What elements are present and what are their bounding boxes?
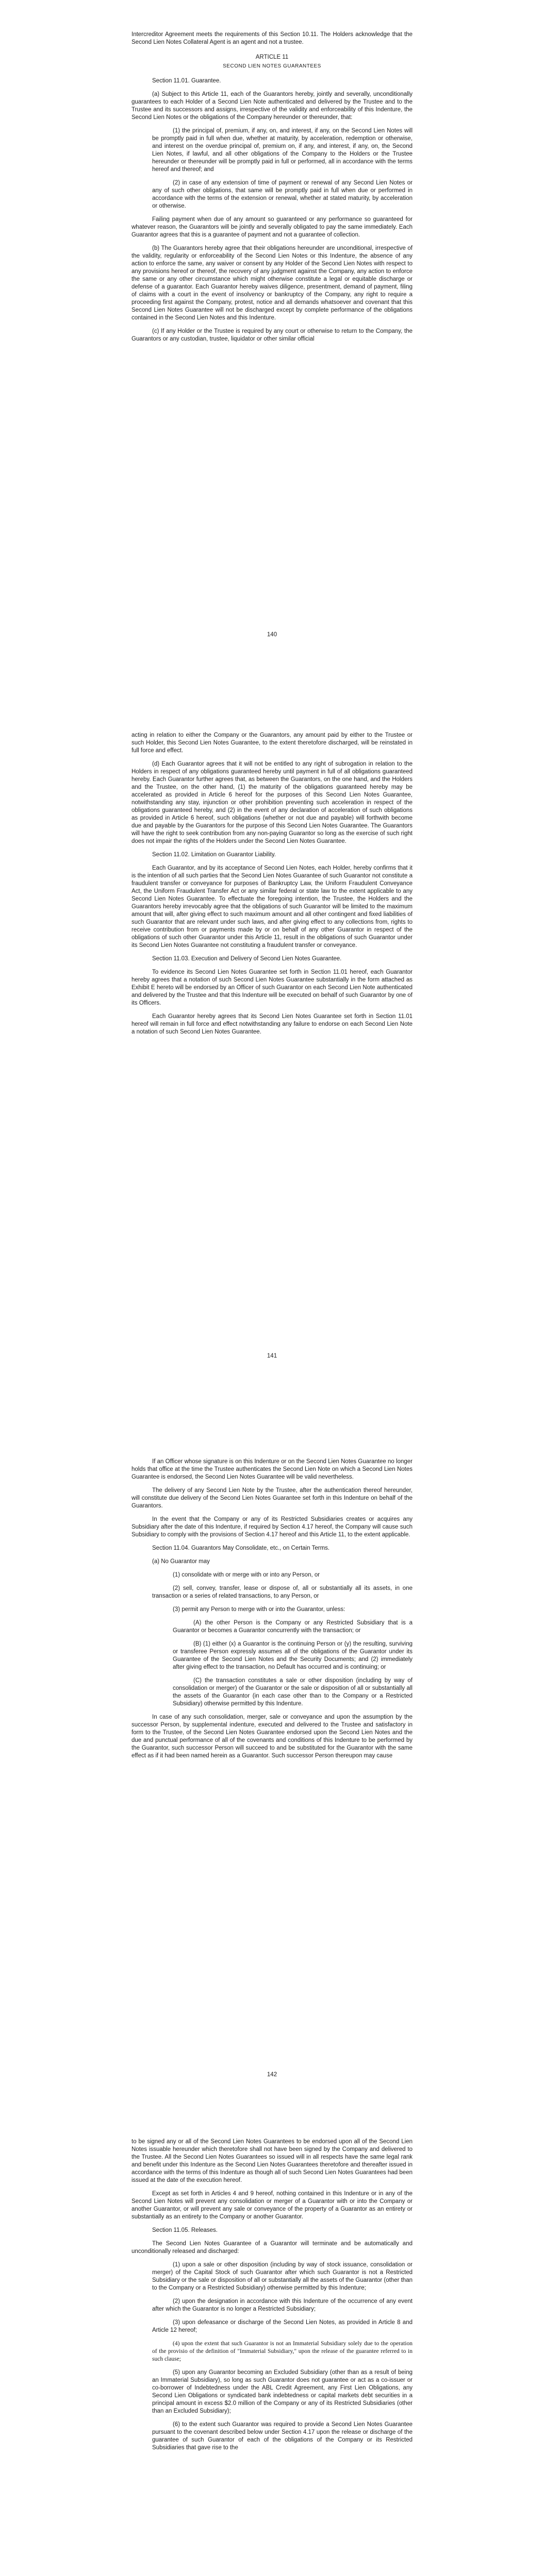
section-heading: Section 11.04. Guarantors May Consolidate, etc., on Certain Terms. xyxy=(152,1545,330,1551)
section-heading: Section 11.03. Execution and Delivery of Second Lien Notes Guarantee. xyxy=(152,956,342,962)
release-4: (4) upon the extent that such Guarantor is not an Immaterial Subsidiary solely due to the operation of the provisio of the definition of "Immaterial Subsidiary," upon the release of the guarantee referred to in such clause; xyxy=(152,2341,413,2362)
page-141 xyxy=(0,721,544,1381)
page-number: 140 xyxy=(267,632,277,638)
continuation-paragraph: to be signed any or all of the Second Lien Notes Guarantees to be endorsed upon all of the Second Lien Notes issuable hereunder which theretofore shall not have been signed by the Company and delivered to the Trustee. All the Second Lien Notes Guarantees so issued will in all respects have the same legal rank and benefit under this Indenture as the Second Lien Notes Guarantees theretofore and thereafter issued in accordance with the terms of this Indenture as though all of such Second Lien Notes Guarantees had been issued at the date of the execution hereof. xyxy=(131,2139,413,2183)
page-content xyxy=(131,2138,413,2458)
clause-a2: (2) sell, convey, transfer, lease or dispose of, all or substantially all its assets, in one transaction or a series of related transactions, to any Person, or xyxy=(152,1585,413,1599)
clause-a2: (2) in case of any extension of time of payment or renewal of any Second Lien Notes or any of such other obligations, that same will be promptly paid in full when due or performed in accordance with the terms of the extension or renewal, whether at stated maturity, by acceleration or otherwise. xyxy=(152,180,413,209)
page-content xyxy=(131,1458,413,1766)
release-5: (5) upon any Guarantor becoming an Excluded Subsidiary (other than as a result of being an Immaterial Subsidiary), so long as such Guarantor does not guarantee or act as a co-issuer or co-borrower of Indebtedness under the ABL Credit Agreement, any First Lien Obligations, any Second Lien Obligations or syndicated bank indebtedness or capital markets debt securities in a principal amount in excess $2.0 million of the Company or any of its Restricted Subsidiaries (other than an Excluded Subsidiary); xyxy=(152,2369,413,2414)
clause-d: (d) Each Guarantor agrees that it will not be entitled to any right of subrogation in relation to the Holders in respect of any obligations guaranteed hereby until payment in full of all obligations guaranteed hereby. Each Guarantor further agrees that, as between the Guarantors, on the one hand, and the Holders and the Trustee, on the other hand, (1) the maturity of the obligations guaranteed hereby may be accelerated as provided in Article 6 hereof for the purposes of this Second Lien Notes Guarantee, notwithstanding any stay, injunction or other prohibition preventing such acceleration in respect of the obligations guaranteed hereby, and (2) in the event of any declaration of acceleration of such obligations as provided in Article 6 hereof, such obligations (whether or not due and payable) will forthwith become due and payable by the Guarantors for the purpose of this Second Lien Notes Guarantee. The Guarantors will have the right to seek contribution from any non-paying Guarantor so long as the exercise of such right does not impair the rights of the Holders under the Second Lien Notes Guarantee. xyxy=(131,761,413,844)
officer-paragraph: If an Officer whose signature is on this Indenture or on the Second Lien Notes Guarantee no longer holds that office at the time the Trustee authenticates the Second Lien Note on which a Second Lien Notes Guarantee is endorsed, the Second Lien Notes Guarantee will be valid nevertheless. xyxy=(131,1459,413,1480)
limitation-paragraph: Each Guarantor, and by its acceptance of Second Lien Notes, each Holder, hereby confirms that it is the intention of all such parties that the Second Lien Notes Guarantee of such Guarantor not constitute a fraudulent transfer or conveyance for purposes of Bankruptcy Law, the Uniform Fraudulent Conveyance Act, the Uniform Fraudulent Transfer Act or any similar federal or state law to the extent applicable to any Second Lien Notes Guarantee. To effectuate the foregoing intention, the Trustee, the Holders and the Guarantors hereby irrevocably agree that the obligations of such Guarantor will be limited to the maximum amount that will, after giving effect to such maximum amount and all other contingent and fixed liabilities of such Guarantor that are relevant under such laws, and after giving effect to any collections from, rights to receive contribution from or payments made by or on behalf of any other Guarantor in respect of the obligations of such other Guarantor under this Article 11, result in the obligations of such Guarantor under its Second Lien Notes Guarantee not constituting a fraudulent transfer or conveyance. xyxy=(131,865,413,948)
clause-b: (b) The Guarantors hereby agree that their obligations hereunder are unconditional, irrespective of the validity, regularity or enforceability of the Second Lien Notes or this Indenture, the absence of any action to enforce the same, any waiver or consent by any Holder of the Second Lien Notes with respect to any provisions hereof or thereof, the recovery of any judgment against the Company, any action to enforce the same or any other circumstance which might otherwise constitute a legal or equitable discharge or defense of a guarantor. Each Guarantor hereby waives diligence, presentment, demand of payment, filing of claims with a court in the event of insolvency or bankruptcy of the Company, any right to require a proceeding first against the Company, protest, notice and all demands whatsoever and covenant that this Second Lien Notes Guarantee will not be discharged except by complete performance of the obligations contained in the Second Lien Notes and this Indenture. xyxy=(131,245,413,321)
clause-a1: (1) consolidate with or merge with or into any Person, or xyxy=(173,1572,320,1578)
page-content xyxy=(131,732,413,1042)
page-143 xyxy=(0,2128,544,2576)
event-paragraph: In the event that the Company or any of its Restricted Subsidiaries creates or acquires any Subsidiary after the date of this Indenture, if required by Section 4.17 hereof, the Company will cause such Subsidiary to comply with the provisions of Section 4.17 hereof and this Article 11, to the extent applicable. xyxy=(131,1516,413,1538)
section-heading: Section 11.02. Limitation on Guarantor Liability. xyxy=(152,852,276,858)
release-1: (1) upon a sale or other disposition (including by way of stock issuance, consolidation or merger) of the Capital Stock of such Guarantor after which such Guarantor is not a Restricted Subsidiary or the sale or disposition of all or substantially all the assets of the Guarantor (other than to the Company or a Restricted Subsidiary) otherwise permitted by this Indenture; xyxy=(152,2262,413,2291)
article-subtitle: SECOND LIEN NOTES GUARANTEES xyxy=(223,63,321,69)
except-paragraph: Except as set forth in Articles 4 and 9 hereof, nothing contained in this Indenture or in any of the Second Lien Notes will prevent any consolidation or merger of a Guarantor with or into the Company or another Guarantor, or will prevent any sale or conveyance of the property of a Guarantor as an entirety or substantially as an entirety to the Company or another Guarantor. xyxy=(131,2191,413,2220)
release-3: (3) upon defeasance or discharge of the Second Lien Notes, as provided in Article 8 and Article 12 hereof; xyxy=(152,2319,413,2333)
clause-a: (a) No Guarantor may xyxy=(152,1558,210,1565)
page-142 xyxy=(0,1443,544,2107)
releases-paragraph: The Second Lien Notes Guarantee of a Guarantor will terminate and be automatically and unconditionally released and discharged: xyxy=(131,2241,413,2255)
page-number: 142 xyxy=(267,2072,277,2078)
page-number: 141 xyxy=(267,1353,277,1359)
article-title: ARTICLE 11 xyxy=(255,54,289,60)
delivery-paragraph: The delivery of any Second Lien Note by the Trustee, after the authentication thereof hereunder, will constitute due delivery of the Second Lien Notes Guarantee set forth in this Indenture on behalf of the Guarantors. xyxy=(131,1487,413,1509)
release-2: (2) upon the designation in accordance with this Indenture of the occurrence of any event after which the Guarantor is no longer a Restricted Subsidiary; xyxy=(152,2298,413,2312)
continuation-paragraph: acting in relation to either the Company or the Guarantors, any amount paid by either to the Trustee or such Holder, this Second Lien Notes Guarantee, to the extent theretofore discharged, will be reinstated in full force and effect. xyxy=(131,732,413,754)
agrees-paragraph: Each Guarantor hereby agrees that its Second Lien Notes Guarantee set forth in Section 11.01 hereof will remain in full force and effect notwithstanding any failure to endorse on each Second Lien Note a notation of such Second Lien Notes Guarantee. xyxy=(131,1013,413,1035)
clause-B: (B) (1) either (x) a Guarantor is the continuing Person or (y) the resulting, surviving or transferee Person expressly assumes all of the obligations of the Guarantor under its Guarantee of the Second Lien Notes and the Security Documents; and (2) immediately after giving effect to the transaction, no Default has occurred and is continuing; or xyxy=(173,1641,413,1670)
clause-A: (A) the other Person is the Company or any Restricted Subsidiary that is a Guarantor or becomes a Guarantor concurrently with the transaction; or xyxy=(173,1620,413,1634)
section-heading: Section 11.05. Releases. xyxy=(152,2227,218,2233)
page-content xyxy=(131,31,413,349)
failing-paragraph: Failing payment when due of any amount so guaranteed or any performance so guaranteed for whatever reason, the Guarantors will be jointly and severally obligated to pay the same immediately. Each Guarantor agrees that this is a guarantee of payment and not a guarantee of collection. xyxy=(131,216,413,238)
evidence-paragraph: To evidence its Second Lien Notes Guarantee set forth in Section 11.01 hereof, each Guarantor hereby agrees that a notation of such Second Lien Notes Guarantee substantially in the form attached as Exhibit E hereto will be endorsed by an Officer of such Guarantor on each Second Lien Note authenticated and delivered by the Trustee and that this Indenture will be executed on behalf of such Guarantor by one of its Officers. xyxy=(131,969,413,1006)
clause-a1: (1) the principal of, premium, if any, on, and interest, if any, on the Second Lien Notes will be promptly paid in full when due, whether at maturity, by acceleration, redemption or otherwise, and interest on the overdue principal of, premium on, if any, and interest, if any, on, the Second Lien Notes, if lawful, and all other obligations of the Company to the Holders or the Trustee hereunder or thereunder will be promptly paid in full or performed, all in accordance with the terms hereof and thereof; and xyxy=(152,128,413,173)
case-paragraph: In case of any such consolidation, merger, sale or conveyance and upon the assumption by the successor Person, by supplemental indenture, executed and delivered to the Trustee and satisfactory in form to the Trustee, of the Second Lien Notes Guarantee endorsed upon the Second Lien Notes and the due and punctual performance of all of the covenants and conditions of this Indenture to be performed by the Guarantor, such successor Person will succeed to and be substituted for the Guarantor with the same effect as if it had been named herein as a Guarantor. Such successor Person thereupon may cause xyxy=(131,1714,413,1759)
page-140 xyxy=(0,0,544,670)
clause-a3: (3) permit any Person to merge with or into the Guarantor, unless: xyxy=(173,1606,345,1613)
clause-c: (c) If any Holder or the Trustee is required by any court or otherwise to return to the Company, the Guarantors or any custodian, trustee, liquidator or other similar official xyxy=(131,328,413,342)
release-6: (6) to the extent such Guarantor was required to provide a Second Lien Notes Guarantee pursuant to the covenant described below under Section 4.17 upon the release or discharge of the guarantee of such Guarantor of each of the obligations of the Company or its Restricted Subsidiaries that gave rise to the xyxy=(152,2421,413,2451)
intro-paragraph: Intercreditor Agreement meets the requirements of this Section 10.11. The Holders acknowledge that the Second Lien Notes Collateral Agent is an agent and not a trustee. xyxy=(131,31,413,45)
clause-C: (C) the transaction constitutes a sale or other disposition (including by way of consolidation or merger) of the Guarantor or the sale or disposition of all or substantially all the assets of the Guarantor (in each case other than to the Company or a Restricted Subsidiary) otherwise permitted by this Indenture. xyxy=(173,1677,413,1707)
section-heading: Section 11.01. Guarantee. xyxy=(152,78,221,84)
clause-a: (a) Subject to this Article 11, each of the Guarantors hereby, jointly and severally, unconditionally guarantees to each Holder of a Second Lien Note authenticated and delivered by the Trustee and to the Trustee and its successors and assigns, irrespective of the validity and enforceability of this Indenture, the Second Lien Notes or the obligations of the Company hereunder or thereunder, that: xyxy=(131,91,413,121)
